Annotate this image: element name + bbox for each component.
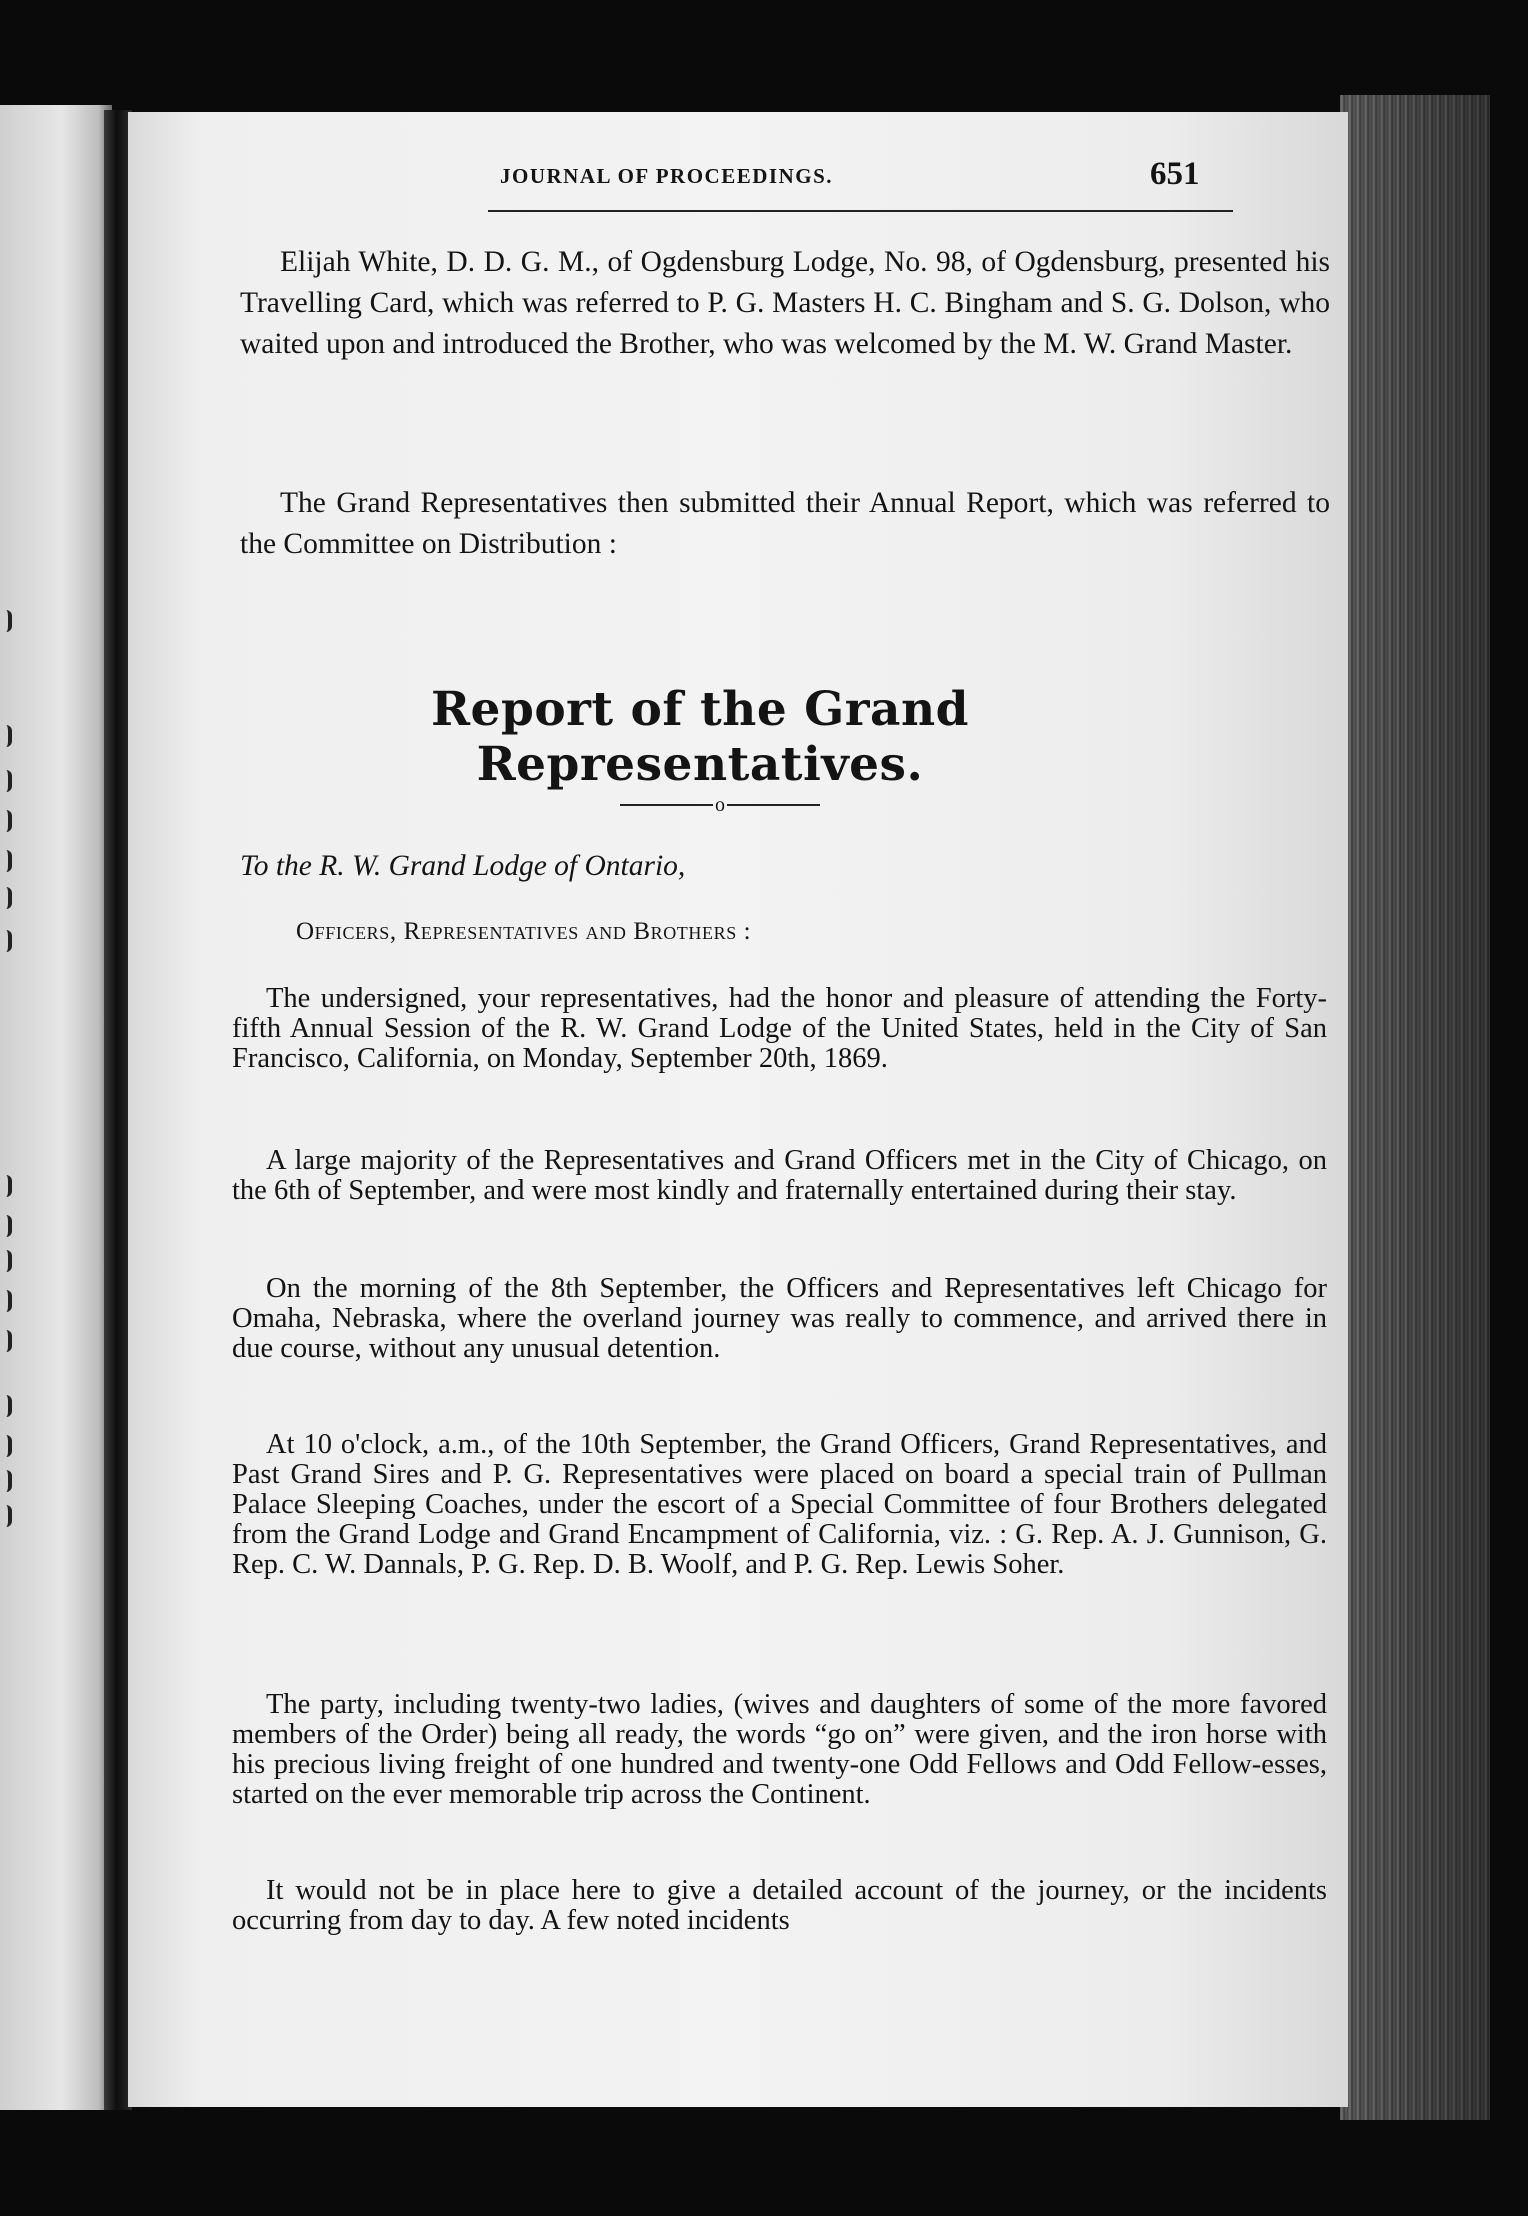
page-number: 651 <box>1150 156 1200 192</box>
report-paragraph-text: A large majority of the Representatives and Grand Officers met in the City of Chicago, on the 6th of September, and were most kindly and fraternally entertained during their stay. <box>232 1145 1327 1206</box>
report-paragraph-text: On the morning of the 8th September, the Officers and Representatives left Chicago for Omaha, Nebraska, where the overland journey was really to commence, and arrived there in due course, without any unusual detention. <box>232 1273 1327 1364</box>
report-paragraph <box>232 1876 1327 1936</box>
header-rule <box>488 210 1233 212</box>
ornament-circle: o <box>715 794 725 816</box>
intro-paragraph <box>240 242 1330 365</box>
facing-page-edge <box>0 105 112 2110</box>
journal-page <box>128 112 1348 2107</box>
report-paragraph-text: At 10 o'clock, a.m., of the 10th September, the Grand Officers, Grand Representatives, and Past Grand Sires and P. G. Representatives were placed on board a special train of Pullman Palace Sleeping Coaches, under the escort of a Special Committee of four Brothers delegated from the Grand Lodge and Grand Encampment of California, viz. : G. Rep. A. J. Gunnison, G. Rep. C. W. Dannals, P. G. Rep. D. B. Woolf, and P. G. Rep. Lewis Soher. <box>232 1429 1327 1580</box>
report-paragraph <box>232 1430 1327 1580</box>
running-head: JOURNAL OF PROCEEDINGS. <box>500 164 834 188</box>
report-paragraph <box>232 1690 1327 1810</box>
report-paragraph-text: The party, including twenty-two ladies, (wives and daughters of some of the more favored members of the Order) being all ready, the words “go on” were given, and the iron horse with his precious living freight of one hundred and twenty-one Odd Fellows and Odd Fellow-esses, started on the ever memorable trip across the Continent. <box>232 1689 1327 1810</box>
address-line: Officers, Representatives and Brothers : <box>296 918 752 945</box>
report-paragraph <box>232 1274 1327 1364</box>
facing-page-text-fragments <box>0 105 14 2110</box>
report-paragraph-text: The undersigned, your representatives, had the honor and pleasure of attending the Forty-fifth Annual Session of the R. W. Grand Lodge of the United States, held in the City of San Francisco, California, on Monday, September 20th, 1869. <box>232 983 1327 1074</box>
report-paragraph <box>232 1146 1327 1206</box>
report-title: Report of the Grand Representatives. <box>431 682 969 792</box>
intro-paragraph <box>240 483 1330 565</box>
title-ornament <box>620 795 820 815</box>
intro-paragraph-text: The Grand Representatives then submitted their Annual Report, which was referred to the Committee on Distribution : <box>240 487 1330 560</box>
intro-paragraph-text: Elijah White, D. D. G. M., of Ogdensburg Lodge, No. 98, of Ogdensburg, presented his Travelling Card, which was referred to P. G. Masters H. C. Bingham and S. G. Dolson, who waited upon and introduced the Brother, who was welcomed by the M. W. Grand Master. <box>240 246 1330 360</box>
ornament-rule <box>727 804 820 806</box>
report-paragraph <box>232 984 1327 1074</box>
report-paragraph-text: It would not be in place here to give a detailed account of the journey, or the incidents occurring from day to day. A few noted incidents <box>232 1875 1327 1936</box>
ornament-rule <box>620 804 713 806</box>
salutation: To the R. W. Grand Lodge of Ontario, <box>240 850 686 882</box>
page-edges <box>1340 95 1490 2120</box>
